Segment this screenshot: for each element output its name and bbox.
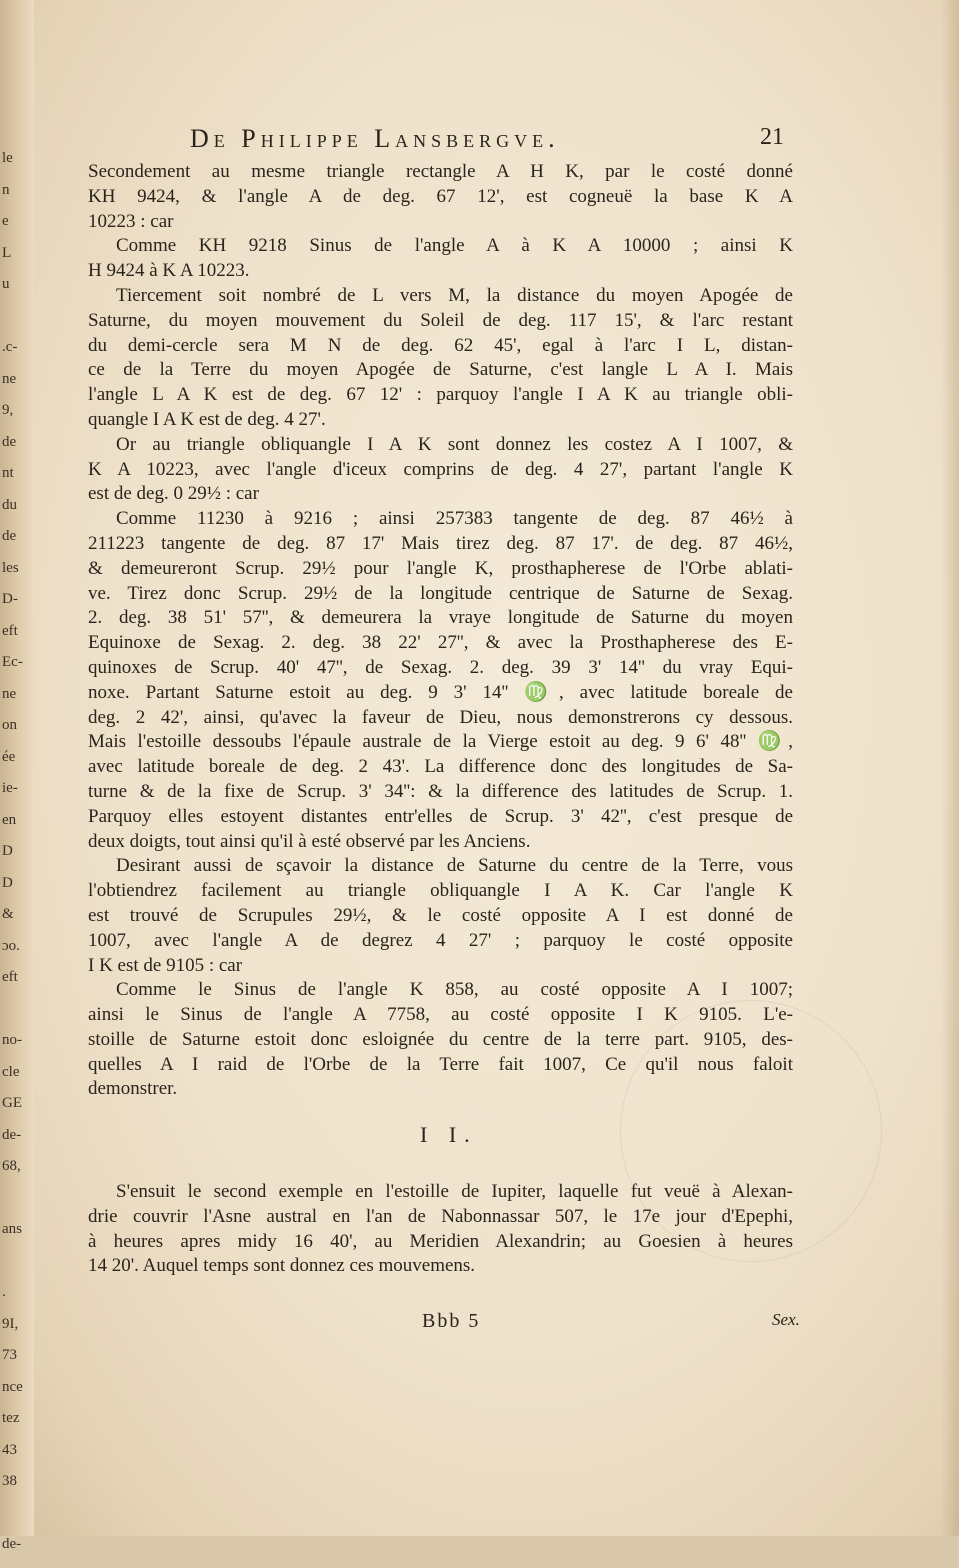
margin-fragment: 9I, bbox=[2, 1315, 19, 1332]
margin-fragment: nt bbox=[2, 465, 14, 481]
margin-fragment: en bbox=[2, 811, 17, 828]
text-line: est de deg. 0 29½ : car bbox=[88, 483, 259, 505]
margin-fragment: 9, bbox=[2, 402, 14, 418]
margin-fragment bbox=[2, 1190, 20, 1222]
margin-fragment: 38 bbox=[2, 1473, 17, 1489]
text-line: ainsi le Sinus de l'angle A 7758, au costé opposite I K 9105. L'e- bbox=[88, 1004, 793, 1026]
main-text-block bbox=[88, 160, 793, 1102]
running-title: De Philippe Lansbergve. bbox=[190, 124, 560, 153]
margin-fragment: .c- bbox=[2, 339, 18, 355]
text-line: avec latitude boreale de deg. 2 43'. La difference donc des longitudes de Sa- bbox=[88, 756, 793, 778]
margin-fragment: nce bbox=[2, 1378, 23, 1395]
text-line: K A 10223, avec l'angle d'iceux comprins de deg. 4 27', partant l'angle K bbox=[88, 458, 793, 480]
margin-fragment: D bbox=[2, 843, 13, 859]
text-line: ve. Tirez donc Scrup. 29½ de la longitude centrique de Saturne de Sexag. bbox=[88, 582, 793, 604]
text-line: quinoxes de Scrup. 40' 47'', de Sexag. 2. deg. 39 3' 14'' du vray Equi- bbox=[88, 656, 793, 678]
text-line: 1007, avec l'angle A de degrez 4 27' ; parquoy le costé opposite bbox=[88, 929, 793, 951]
margin-fragment: & bbox=[2, 906, 14, 922]
margin-fragment: du bbox=[2, 496, 17, 513]
margin-fragment: 68, bbox=[2, 1158, 21, 1174]
margin-fragment: ɔo. bbox=[2, 937, 20, 954]
text-line: 2. deg. 38 51' 57'', & demeurera la vraye longitude de Saturne du moyen bbox=[88, 607, 793, 629]
text-line: quelles A I raid de l'Orbe de la Terre fait 1007, Ce qu'il nous faloit bbox=[88, 1053, 793, 1075]
text-line: 211223 tangente de deg. 87 17' Mais tirez deg. 87 17'. de deg. 87 46½, bbox=[88, 532, 793, 554]
margin-fragment: 43 bbox=[2, 1441, 17, 1458]
text-line: KH 9424, & l'angle A de deg. 67 12', est cogneuë la base K A bbox=[88, 185, 793, 207]
margin-fragment: no- bbox=[2, 1032, 22, 1048]
page-number: 21 bbox=[760, 124, 784, 150]
margin-fragment: GE bbox=[2, 1095, 22, 1111]
text-line: turne & de la fixe de Scrup. 3' 34'': & la difference des latitudes de Scrup. 1. bbox=[88, 780, 793, 802]
margin-fragment: de bbox=[2, 433, 17, 450]
text-line: à heures apres midy 16 40', au Meridien Alexandrin; au Goesien à heures bbox=[88, 1230, 793, 1252]
margin-fragment: de- bbox=[2, 1126, 22, 1143]
text-line: & demeureront Scrup. 29½ pour l'angle K, prosthapherese de l'Orbe ablati- bbox=[88, 557, 793, 579]
section-number: I I. bbox=[420, 1122, 478, 1147]
text-line: 10223 : car bbox=[88, 210, 174, 232]
text-line: Secondement au mesme triangle rectangle A H K, par le costé donné bbox=[88, 161, 793, 182]
margin-fragment bbox=[2, 308, 20, 340]
margin-fragment: u bbox=[2, 276, 10, 292]
margin-fragment: e bbox=[2, 213, 9, 229]
text-line: ce de la Terre du moyen Apogée de Saturne, c'est langle L A I. Mais bbox=[88, 359, 793, 381]
text-line: est trouvé de Scrupules 29½, & le costé opposite A I est donné de bbox=[88, 904, 793, 926]
text-line: 14 20'. Auquel temps sont donnez ces mouvemens. bbox=[88, 1255, 476, 1277]
text-line: Mais l'estoille dessoubs l'épaule australe de la Vierge estoit au deg. 9 6' 48'' ♍, bbox=[88, 731, 793, 753]
text-line: demonstrer. bbox=[88, 1078, 178, 1100]
margin-fragment: eft bbox=[2, 622, 18, 639]
margin-fragment: n bbox=[2, 181, 10, 198]
margin-fragment: L bbox=[2, 244, 12, 261]
text-line: du demi-cercle sera M N de deg. 62 45', egal à l'arc I L, distan- bbox=[88, 334, 793, 356]
margin-fragment: ne bbox=[2, 685, 17, 702]
text-line: Comme le Sinus de l'angle K 858, au costé opposite A I 1007; bbox=[116, 979, 793, 1001]
text-line: Comme 11230 à 9216 ; ainsi 257383 tangente de deg. 87 46½ à bbox=[116, 508, 793, 530]
margin-fragment: de bbox=[2, 528, 17, 544]
text-line: deg. 2 42', ainsi, qu'avec la faveur de Dieu, nous demonstrerons cy dessous. bbox=[88, 706, 793, 728]
signature-mark: Bbb 5 bbox=[422, 1310, 481, 1332]
margin-fragment: D- bbox=[2, 591, 18, 607]
text-line: Or au triangle obliquangle I A K sont donnez les costez A I 1007, & bbox=[116, 433, 793, 455]
text-line: stoille de Saturne estoit donc esloignée du centre de la terre part. 9105, des- bbox=[88, 1028, 793, 1050]
text-line: deux doigts, tout ainsi qu'il à esté observé par les Anciens. bbox=[88, 830, 531, 852]
margin-fragment: ie- bbox=[2, 780, 18, 796]
text-line: I K est de 9105 : car bbox=[88, 954, 243, 976]
page-edge-shadow bbox=[941, 0, 959, 1536]
text-line: Comme KH 9218 Sinus de l'angle A à K A 10000 ; ainsi K bbox=[116, 235, 793, 257]
margin-fragment: Ec- bbox=[2, 654, 23, 670]
text-line: Equinoxe de Sexag. 2. deg. 38 22' 27'', & avec la Prosthapherese des E- bbox=[88, 632, 793, 654]
margin-fragment: on bbox=[2, 717, 17, 733]
margin-fragment bbox=[2, 1253, 20, 1285]
margin-fragment: tez bbox=[2, 1410, 20, 1426]
margin-fragment: ée bbox=[2, 748, 16, 765]
text-line: Desirant aussi de sçavoir la distance de Saturne du centre de la Terre, vous bbox=[116, 855, 793, 877]
text-line: H 9424 à K A 10223. bbox=[88, 260, 250, 282]
margin-fragment bbox=[2, 1505, 20, 1537]
margin-fragment bbox=[2, 1001, 20, 1033]
margin-fragment: ans bbox=[2, 1221, 22, 1237]
second-example-text-block bbox=[88, 1180, 793, 1279]
margin-fragment: . bbox=[2, 1284, 6, 1300]
text-line: Saturne, du moyen mouvement du Soleil de deg. 117 15', & l'arc restant bbox=[88, 309, 793, 331]
text-line: S'ensuit le second exemple en l'estoille de Iupiter, laquelle fut veuë à Alexan- bbox=[116, 1181, 793, 1202]
margin-fragment: ne bbox=[2, 370, 17, 387]
text-line: Tiercement soit nombré de L vers M, la distance du moyen Apogée de bbox=[116, 284, 793, 306]
facing-page-margin-text bbox=[2, 150, 23, 1568]
catchword: Sex. bbox=[772, 1310, 800, 1329]
margin-fragment: eft bbox=[2, 969, 18, 985]
margin-fragment: cle bbox=[2, 1063, 20, 1080]
text-line: drie couvrir l'Asne austral en l'an de Nabonnassar 507, le 17e jour d'Epephi, bbox=[88, 1205, 793, 1227]
margin-fragment: de- bbox=[2, 1536, 22, 1552]
text-line: quangle I A K est de deg. 4 27'. bbox=[88, 408, 326, 430]
margin-fragment: les bbox=[2, 559, 19, 576]
margin-fragment: le bbox=[2, 150, 13, 166]
text-line: noxe. Partant Saturne estoit au deg. 9 3' 14'' ♍, avec latitude boreale de bbox=[88, 681, 793, 703]
text-line: l'obtiendrez facilement au triangle obliquangle I A K. Car l'angle K bbox=[88, 880, 793, 902]
margin-fragment: D bbox=[2, 874, 13, 891]
text-line: Parquoy elles estoyent distantes entr'elles de Scrup. 3' 42'', c'est presque de bbox=[88, 805, 793, 827]
text-line: l'angle L A K est de deg. 67 12' : parquoy l'angle I A K au triangle obli- bbox=[88, 384, 793, 406]
margin-fragment: 73 bbox=[2, 1347, 17, 1363]
